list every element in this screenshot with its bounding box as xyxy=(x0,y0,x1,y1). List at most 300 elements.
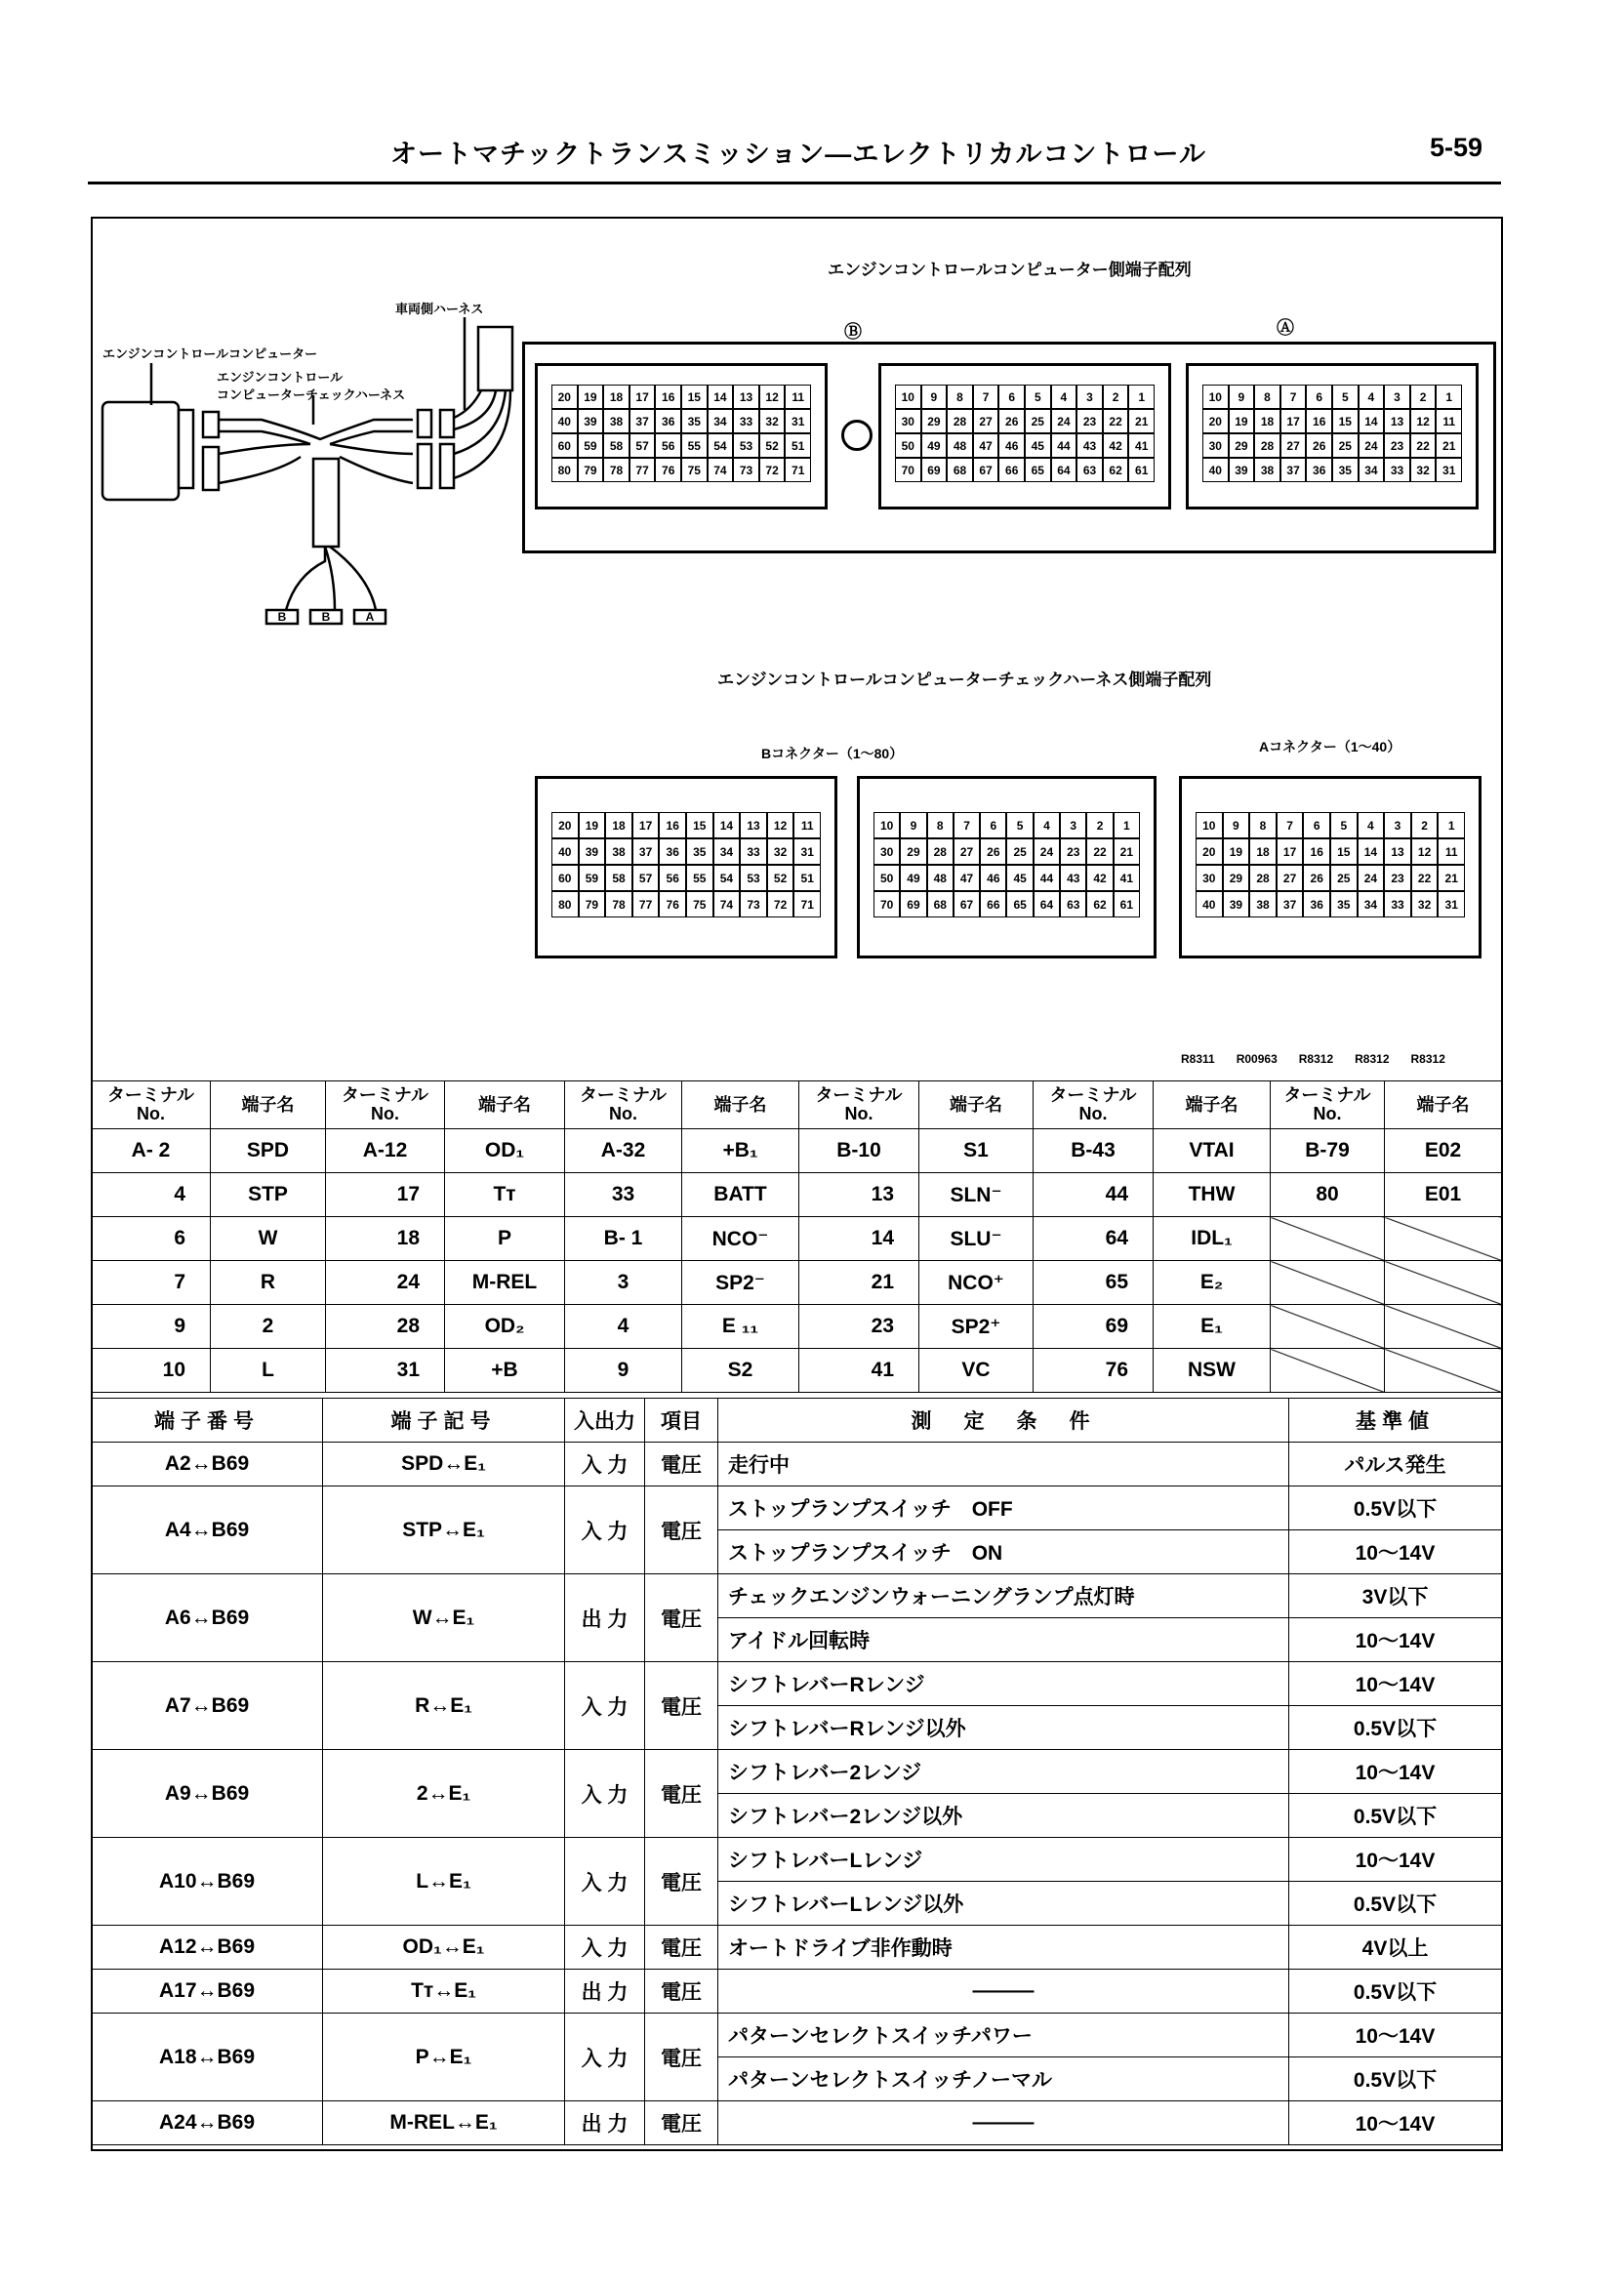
pin: 37 xyxy=(1280,458,1307,482)
pin: 16 xyxy=(1303,838,1330,865)
io-type: 出 力 xyxy=(565,2101,645,2145)
pin: 4 xyxy=(1359,385,1385,409)
pin: 27 xyxy=(973,409,999,433)
pin: 7 xyxy=(1277,812,1304,838)
pin: 33 xyxy=(733,409,759,433)
terminal-pair: A24↔B69 xyxy=(92,2101,323,2145)
figure-codes xyxy=(1181,1052,1445,1066)
pin: 20 xyxy=(1196,838,1223,865)
pin: 25 xyxy=(1330,865,1358,891)
ecu-side-title: エンジンコントロールコンピューター側端子配列 xyxy=(828,261,1192,279)
terminal-symbol: 2↔E₁ xyxy=(323,1750,565,1838)
pin: 22 xyxy=(1103,409,1129,433)
terminal-name: SLN⁻ xyxy=(919,1173,1034,1217)
condition: シフトレバーLレンジ xyxy=(718,1838,1289,1882)
pin: 76 xyxy=(655,458,681,482)
check-harness-label-2: コンピューターチェックハーネス xyxy=(217,387,406,402)
pin: 27 xyxy=(1280,433,1307,458)
terminal-name: IDL₁ xyxy=(1154,1217,1271,1261)
condition: ストップランプスイッチ ON xyxy=(718,1530,1289,1574)
pin: 26 xyxy=(1306,433,1332,458)
pin: 6 xyxy=(998,385,1025,409)
pin: 46 xyxy=(980,865,1006,891)
terminal-no: A-32 xyxy=(565,1129,682,1173)
pin: 18 xyxy=(603,385,629,409)
pin: 29 xyxy=(1223,865,1250,891)
pin: 49 xyxy=(921,433,948,458)
condition: ストップランプスイッチ OFF xyxy=(718,1486,1289,1530)
condition: シフトレバーRレンジ xyxy=(718,1662,1289,1706)
empty-cell xyxy=(1385,1305,1502,1349)
terminal-no: 10 xyxy=(92,1349,211,1393)
connector-b2 xyxy=(857,776,1157,958)
pin: 78 xyxy=(605,891,632,917)
terminal-symbol: W↔E₁ xyxy=(323,1574,565,1662)
pin: 10 xyxy=(1196,812,1223,838)
pin: 32 xyxy=(767,838,794,865)
pin: 26 xyxy=(980,838,1006,865)
terminal-name: R xyxy=(211,1261,326,1305)
standard-value: 0.5V以下 xyxy=(1289,1486,1502,1530)
pin: 2 xyxy=(1103,385,1129,409)
pin: 25 xyxy=(1025,409,1051,433)
terminal-pair: A18↔B69 xyxy=(92,2014,323,2101)
pin: 33 xyxy=(1384,891,1411,917)
pin: 45 xyxy=(1025,433,1051,458)
terminal-name: THW xyxy=(1154,1173,1271,1217)
item: 電圧 xyxy=(645,1970,718,2014)
pin: 1 xyxy=(1436,385,1462,409)
pin: 70 xyxy=(895,458,921,482)
terminal-name: STP xyxy=(211,1173,326,1217)
pin: 8 xyxy=(927,812,954,838)
terminal-name: OD₁ xyxy=(445,1129,565,1173)
measurement-table xyxy=(91,1398,1502,2145)
pin: 28 xyxy=(1249,865,1277,891)
pin: 51 xyxy=(793,865,821,891)
pin: 29 xyxy=(1229,433,1255,458)
pin: 47 xyxy=(954,865,980,891)
io-type: 入 力 xyxy=(565,1662,645,1750)
terminal-name: Tᴛ xyxy=(445,1173,565,1217)
pin: 21 xyxy=(1114,838,1140,865)
terminal-name-header: 端子名 xyxy=(1385,1081,1502,1129)
pin: 74 xyxy=(708,458,734,482)
pin-grid xyxy=(1196,812,1465,917)
condition: アイドル回転時 xyxy=(718,1618,1289,1662)
pin: 29 xyxy=(921,409,948,433)
plug-b1-label: B xyxy=(277,610,287,624)
pin: 68 xyxy=(947,458,973,482)
standard-value: 0.5V以下 xyxy=(1289,1970,1502,2014)
pin: 5 xyxy=(1332,385,1359,409)
standard-value: 0.5V以下 xyxy=(1289,1794,1502,1838)
pin: 64 xyxy=(1051,458,1077,482)
pin: 20 xyxy=(551,385,578,409)
pin: 55 xyxy=(681,433,708,458)
standard-value: 10～14V xyxy=(1289,1530,1502,1574)
terminal-no: B-10 xyxy=(799,1129,919,1173)
io-type: 入 力 xyxy=(565,1926,645,1970)
terminal-name: NSW xyxy=(1154,1349,1271,1393)
pin: 32 xyxy=(1410,458,1437,482)
pin: 38 xyxy=(605,838,632,865)
condition: シフトレバーLレンジ以外 xyxy=(718,1882,1289,1926)
pin: 26 xyxy=(998,409,1025,433)
pin: 72 xyxy=(759,458,786,482)
pin: 12 xyxy=(767,812,794,838)
pin: 24 xyxy=(1034,838,1060,865)
measurement-header: 項目 xyxy=(645,1399,718,1443)
item: 電圧 xyxy=(645,1443,718,1486)
pin: 27 xyxy=(1277,865,1304,891)
terminal-no: 3 xyxy=(565,1261,682,1305)
pin: 77 xyxy=(632,891,660,917)
figure-code: R00963 xyxy=(1236,1052,1278,1066)
connector-a xyxy=(1179,776,1482,958)
pin: 35 xyxy=(1332,458,1359,482)
terminal-name-header: 端子名 xyxy=(211,1081,326,1129)
header-rule xyxy=(88,182,1501,184)
pin: 7 xyxy=(1280,385,1307,409)
terminal-no: 65 xyxy=(1034,1261,1154,1305)
terminal-pair: A10↔B69 xyxy=(92,1838,323,1926)
pin: 40 xyxy=(1202,458,1229,482)
pin: 28 xyxy=(1254,433,1280,458)
pin: 16 xyxy=(659,812,686,838)
pin: 11 xyxy=(1436,409,1462,433)
pin: 77 xyxy=(629,458,656,482)
terminal-symbol: STP↔E₁ xyxy=(323,1486,565,1574)
pin: 21 xyxy=(1436,433,1462,458)
figure-code: R8311 xyxy=(1181,1052,1215,1066)
pin: 36 xyxy=(659,838,686,865)
terminal-no: A-12 xyxy=(326,1129,445,1173)
condition: ——— xyxy=(718,2101,1289,2145)
pin: 40 xyxy=(551,838,579,865)
terminal-no: 9 xyxy=(92,1305,211,1349)
table-row xyxy=(92,1129,1502,1173)
table-row xyxy=(92,1486,1502,1530)
terminal-name: SP2⁻ xyxy=(682,1261,799,1305)
measurement-header: 測 定 条 件 xyxy=(718,1399,1289,1443)
pin: 13 xyxy=(733,385,759,409)
table-row xyxy=(92,1574,1502,1618)
terminal-name: NCO⁻ xyxy=(682,1217,799,1261)
condition: パターンセレクトスイッチパワー xyxy=(718,2014,1289,2057)
pin: 8 xyxy=(1254,385,1280,409)
pin: 44 xyxy=(1034,865,1060,891)
standard-value: 10～14V xyxy=(1289,1662,1502,1706)
terminal-name: OD₂ xyxy=(445,1305,565,1349)
terminal-name: E₂ xyxy=(1154,1261,1271,1305)
terminal-no: 21 xyxy=(799,1261,919,1305)
pin: 57 xyxy=(629,433,656,458)
pin: 5 xyxy=(1025,385,1051,409)
io-type: 出 力 xyxy=(565,1970,645,2014)
pin: 63 xyxy=(1060,891,1086,917)
pin: 52 xyxy=(759,433,786,458)
pin: 6 xyxy=(980,812,1006,838)
pin: 62 xyxy=(1103,458,1129,482)
pin: 13 xyxy=(1384,409,1410,433)
pin: 2 xyxy=(1411,812,1439,838)
terminal-name: E ₁₁ xyxy=(682,1305,799,1349)
pin: 23 xyxy=(1384,433,1410,458)
standard-value: 0.5V以下 xyxy=(1289,1706,1502,1750)
pin: 66 xyxy=(998,458,1025,482)
pin: 6 xyxy=(1306,385,1332,409)
pin: 43 xyxy=(1076,433,1103,458)
pin: 19 xyxy=(1229,409,1255,433)
pin: 61 xyxy=(1128,458,1155,482)
condition: ——— xyxy=(718,1970,1289,2014)
pin: 58 xyxy=(605,865,632,891)
pin: 22 xyxy=(1411,865,1439,891)
pin: 37 xyxy=(632,838,660,865)
pin: 1 xyxy=(1114,812,1140,838)
pin: 3 xyxy=(1384,812,1411,838)
pin: 24 xyxy=(1358,865,1385,891)
terminal-name: E02 xyxy=(1385,1129,1502,1173)
figure-code: R8312 xyxy=(1298,1052,1334,1066)
connector-b1 xyxy=(535,363,828,509)
pin: 21 xyxy=(1438,865,1465,891)
pin: 12 xyxy=(759,385,786,409)
connector-b2 xyxy=(878,363,1171,509)
pin: 68 xyxy=(927,891,954,917)
pin: 9 xyxy=(900,812,926,838)
item: 電圧 xyxy=(645,2014,718,2101)
condition: 走行中 xyxy=(718,1443,1289,1486)
pin: 57 xyxy=(632,865,660,891)
pin: 71 xyxy=(793,891,821,917)
terminal-name: VC xyxy=(919,1349,1034,1393)
table-row xyxy=(92,1926,1502,1970)
terminal-no: B-79 xyxy=(1271,1129,1385,1173)
table-row xyxy=(92,1173,1502,1217)
table-row xyxy=(92,1217,1502,1261)
pin: 54 xyxy=(713,865,741,891)
terminal-name-header: 端子名 xyxy=(682,1081,799,1129)
pin: 31 xyxy=(785,409,811,433)
pin: 51 xyxy=(785,433,811,458)
ecu-body xyxy=(102,402,179,500)
pin: 79 xyxy=(578,458,604,482)
pin: 10 xyxy=(873,812,900,838)
pin: 34 xyxy=(713,838,741,865)
pin: 23 xyxy=(1060,838,1086,865)
table-row xyxy=(92,1970,1502,2014)
pin: 71 xyxy=(785,458,811,482)
pin: 46 xyxy=(998,433,1025,458)
item: 電圧 xyxy=(645,1926,718,1970)
measurement-header: 入出力 xyxy=(565,1399,645,1443)
terminal-no: 9 xyxy=(565,1349,682,1393)
pin: 20 xyxy=(1202,409,1229,433)
pin: 34 xyxy=(1358,891,1385,917)
pin: 48 xyxy=(947,433,973,458)
pin: 59 xyxy=(579,865,606,891)
standard-value: 10～14V xyxy=(1289,1838,1502,1882)
item: 電圧 xyxy=(645,1662,718,1750)
pin: 32 xyxy=(1411,891,1439,917)
terminal-symbol: L↔E₁ xyxy=(323,1838,565,1926)
pin: 21 xyxy=(1128,409,1155,433)
pin: 17 xyxy=(629,385,656,409)
table-row xyxy=(92,2101,1502,2145)
terminal-no-header: ターミナル No. xyxy=(1034,1081,1154,1129)
standard-value: パルス発生 xyxy=(1289,1443,1502,1486)
standard-value: 10～14V xyxy=(1289,1618,1502,1662)
pin: 43 xyxy=(1060,865,1086,891)
pin: 80 xyxy=(551,458,578,482)
terminal-no: A- 2 xyxy=(92,1129,211,1173)
plug-b2-label: B xyxy=(321,610,331,624)
terminal-no: 80 xyxy=(1271,1173,1385,1217)
pin: 64 xyxy=(1034,891,1060,917)
measurement-header: 端子番号 xyxy=(92,1399,323,1443)
pin: 33 xyxy=(740,838,767,865)
terminal-name: SPD xyxy=(211,1129,326,1173)
pin: 53 xyxy=(733,433,759,458)
pin: 9 xyxy=(921,385,948,409)
pin: 47 xyxy=(973,433,999,458)
pin: 30 xyxy=(1202,433,1229,458)
terminal-name: P xyxy=(445,1217,565,1261)
pin: 45 xyxy=(1006,865,1033,891)
pin: 12 xyxy=(1411,838,1439,865)
terminal-name: NCO⁺ xyxy=(919,1261,1034,1305)
table-row xyxy=(92,1443,1502,1486)
pin: 3 xyxy=(1384,385,1410,409)
connector-a xyxy=(1186,363,1479,509)
pin: 39 xyxy=(1223,891,1250,917)
terminal-no: 6 xyxy=(92,1217,211,1261)
pin: 17 xyxy=(632,812,660,838)
check-harness-illustration xyxy=(91,283,520,634)
terminal-symbol: OD₁↔E₁ xyxy=(323,1926,565,1970)
pin: 56 xyxy=(655,433,681,458)
terminal-name: 2 xyxy=(211,1305,326,1349)
standard-value: 10～14V xyxy=(1289,1750,1502,1794)
condition: オートドライブ非作動時 xyxy=(718,1926,1289,1970)
terminal-name-header: 端子名 xyxy=(919,1081,1034,1129)
check-harness-label-1: エンジンコントロール xyxy=(217,370,344,385)
terminal-no-header: ターミナル No. xyxy=(1271,1081,1385,1129)
terminal-symbol: R↔E₁ xyxy=(323,1662,565,1750)
io-type: 入 力 xyxy=(565,1838,645,1926)
pin: 36 xyxy=(655,409,681,433)
pin: 61 xyxy=(1114,891,1140,917)
pin: 25 xyxy=(1332,433,1359,458)
pin: 29 xyxy=(900,838,926,865)
pin: 55 xyxy=(686,865,713,891)
pin: 18 xyxy=(1254,409,1280,433)
item: 電圧 xyxy=(645,1838,718,1926)
terminal-no: 28 xyxy=(326,1305,445,1349)
pin: 70 xyxy=(873,891,900,917)
pin: 42 xyxy=(1103,433,1129,458)
pin: 7 xyxy=(973,385,999,409)
terminal-no-header: ターミナル No. xyxy=(326,1081,445,1129)
pin: 65 xyxy=(1006,891,1033,917)
terminal-no: 33 xyxy=(565,1173,682,1217)
pin: 11 xyxy=(785,385,811,409)
pin: 73 xyxy=(740,891,767,917)
terminal-pair: A4↔B69 xyxy=(92,1486,323,1574)
pin: 67 xyxy=(954,891,980,917)
terminal-pair: A9↔B69 xyxy=(92,1750,323,1838)
pin: 11 xyxy=(1438,838,1465,865)
pin: 49 xyxy=(900,865,926,891)
pin: 50 xyxy=(895,433,921,458)
table-row xyxy=(92,1838,1502,1882)
pin: 40 xyxy=(1196,891,1223,917)
pin: 48 xyxy=(927,865,954,891)
pin: 34 xyxy=(708,409,734,433)
pin: 1 xyxy=(1128,385,1155,409)
terminal-no: 44 xyxy=(1034,1173,1154,1217)
condition: シフトレバー2レンジ以外 xyxy=(718,1794,1289,1838)
pin-grid xyxy=(1202,385,1462,482)
ecu-side-mark-a: Ⓐ xyxy=(1277,318,1294,338)
empty-cell xyxy=(1385,1217,1502,1261)
terminal-name: +B₁ xyxy=(682,1129,799,1173)
pin: 32 xyxy=(759,409,786,433)
pin: 60 xyxy=(551,433,578,458)
pin-grid xyxy=(551,812,821,917)
terminal-name: SP2⁺ xyxy=(919,1305,1034,1349)
item: 電圧 xyxy=(645,1750,718,1838)
io-type: 入 力 xyxy=(565,1750,645,1838)
pin: 27 xyxy=(954,838,980,865)
pin: 9 xyxy=(1229,385,1255,409)
page-number: 5-59 xyxy=(1430,133,1483,162)
terminal-pair: A6↔B69 xyxy=(92,1574,323,1662)
pin: 66 xyxy=(980,891,1006,917)
pin: 10 xyxy=(1202,385,1229,409)
terminal-no: B- 1 xyxy=(565,1217,682,1261)
pin: 11 xyxy=(793,812,821,838)
pin-grid xyxy=(551,385,811,482)
terminal-pair: A7↔B69 xyxy=(92,1662,323,1750)
io-type: 入 力 xyxy=(565,1486,645,1574)
pin: 5 xyxy=(1330,812,1358,838)
terminal-no: 13 xyxy=(799,1173,919,1217)
ecu-label: エンジンコントロールコンピューター xyxy=(102,346,318,361)
table-row xyxy=(92,2014,1502,2057)
pin: 25 xyxy=(1006,838,1033,865)
standard-value: 3V以下 xyxy=(1289,1574,1502,1618)
pin: 16 xyxy=(655,385,681,409)
pin: 5 xyxy=(1006,812,1033,838)
terminal-name-header: 端子名 xyxy=(1154,1081,1271,1129)
pin: 4 xyxy=(1034,812,1060,838)
pin: 6 xyxy=(1303,812,1330,838)
pin: 73 xyxy=(733,458,759,482)
pin: 39 xyxy=(579,838,606,865)
pin: 40 xyxy=(551,409,578,433)
pin: 67 xyxy=(973,458,999,482)
pin: 80 xyxy=(551,891,579,917)
io-type: 出 力 xyxy=(565,1574,645,1662)
pin: 17 xyxy=(1280,409,1307,433)
pin: 69 xyxy=(921,458,948,482)
a-connector-label: Aコネクター（1～40） xyxy=(1259,739,1401,754)
io-type: 入 力 xyxy=(565,1443,645,1486)
condition: シフトレバーRレンジ以外 xyxy=(718,1706,1289,1750)
